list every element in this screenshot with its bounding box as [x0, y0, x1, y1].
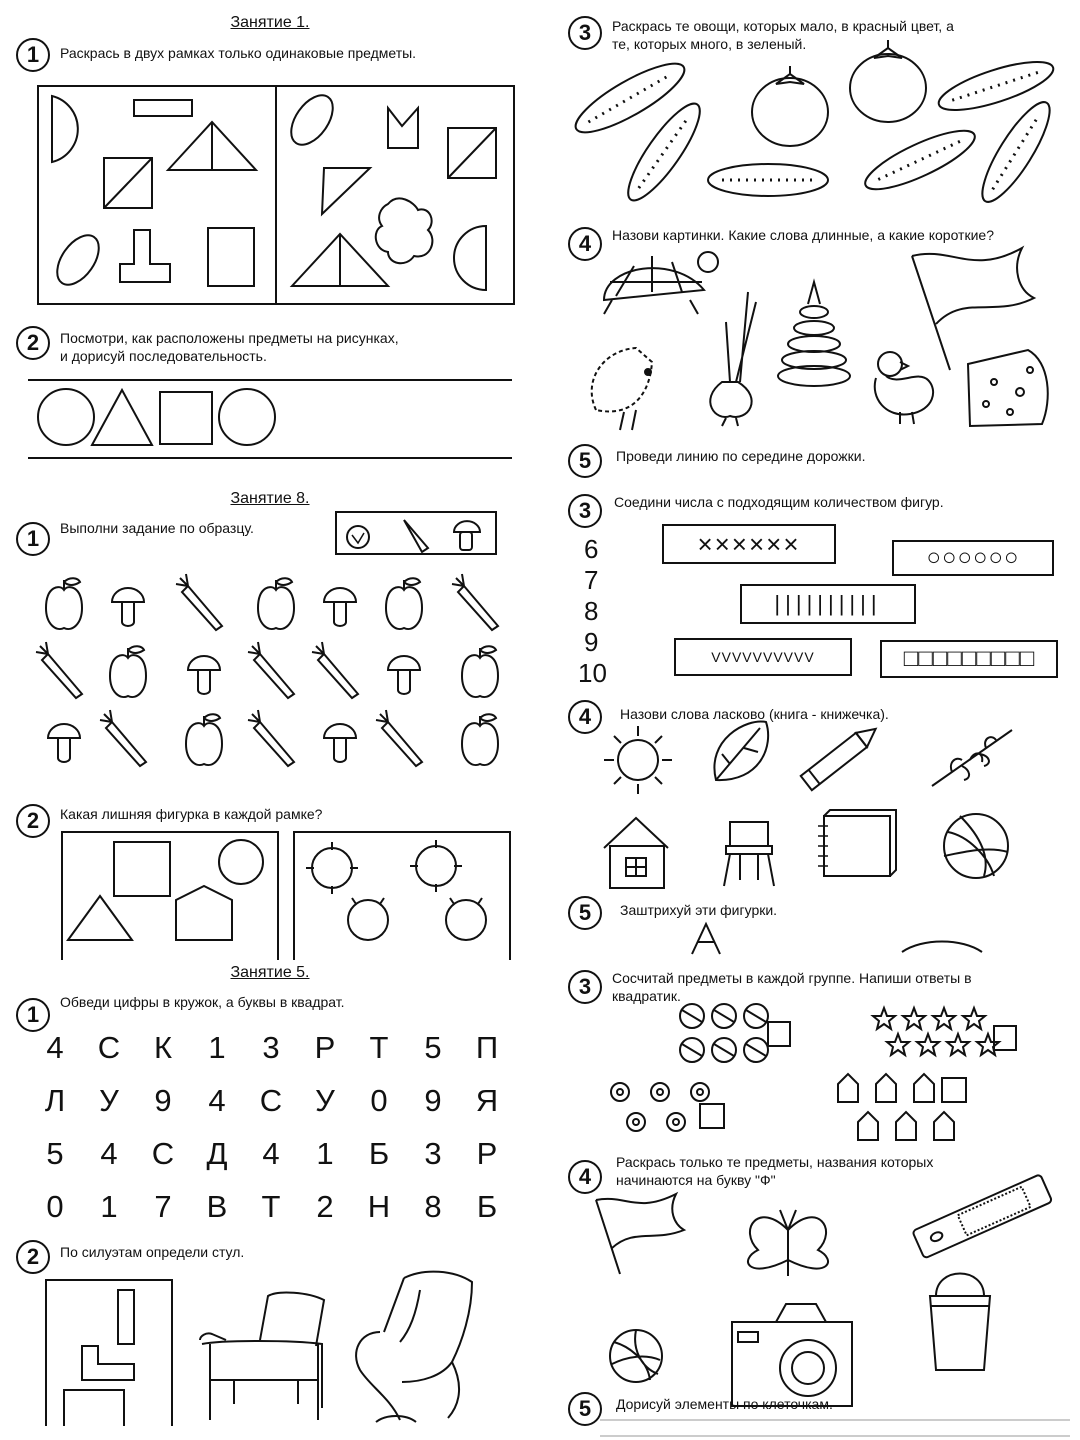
- grid-character[interactable]: 1: [208, 1030, 226, 1065]
- circles-box[interactable]: ○○○○○○: [892, 540, 1054, 576]
- chair-silhouette-icon: [46, 1280, 172, 1426]
- armchair-icon: [200, 1293, 324, 1420]
- task-number-5: 5: [568, 1392, 602, 1426]
- number-8[interactable]: 8: [584, 596, 599, 626]
- task-number-4: 4: [568, 227, 602, 261]
- task-number-3: 3: [568, 494, 602, 528]
- task-3-text-line1: Сосчитай предметы в каждой группе. Напиши ответы в: [612, 970, 972, 986]
- number-6[interactable]: 6: [584, 534, 599, 564]
- task-number-1: 1: [16, 522, 50, 556]
- task-number-3: 3: [568, 16, 602, 50]
- squares-box[interactable]: □□□□□□□□□: [880, 640, 1058, 678]
- task-3-text-line2: те, которых много, в зеленый.: [612, 36, 807, 52]
- grid-character[interactable]: 4: [262, 1136, 280, 1171]
- grid-character[interactable]: У: [99, 1083, 119, 1118]
- grid-character[interactable]: 0: [46, 1189, 64, 1224]
- grid-character[interactable]: 1: [316, 1136, 334, 1171]
- grid-character[interactable]: 9: [154, 1083, 172, 1118]
- number-10[interactable]: 10: [578, 658, 607, 688]
- grid-character[interactable]: 8: [424, 1189, 442, 1224]
- task-1-text: Раскрась в двух рамках только одинаковые предметы.: [60, 45, 417, 61]
- task-number-3: 3: [568, 970, 602, 1004]
- grid-character[interactable]: 1: [100, 1189, 118, 1224]
- grid-character[interactable]: Б: [476, 1189, 498, 1224]
- number-9[interactable]: 9: [584, 627, 599, 657]
- task-3-text: Соедини числа с подходящим количеством фигур.: [614, 494, 944, 510]
- grid-character[interactable]: Т: [261, 1189, 281, 1224]
- grid-character[interactable]: П: [475, 1030, 499, 1065]
- onion-icon: [710, 292, 756, 426]
- task-5-text: Дорисуй элементы по клеточкам.: [616, 1396, 833, 1412]
- dot-grid[interactable]: [540, 960, 1080, 1440]
- lesson-title: Занятие 5.: [230, 964, 310, 981]
- grid-character[interactable]: 4: [100, 1136, 118, 1171]
- grid-character[interactable]: У: [315, 1083, 335, 1118]
- task-number-4: 4: [568, 700, 602, 734]
- grid-character[interactable]: С: [97, 1030, 121, 1065]
- task-2-text: Какая лишняя фигурка в каждой рамке?: [60, 806, 323, 822]
- task-3-text-line1: Раскрась те овощи, которых мало, в красный цвет, а: [612, 18, 954, 34]
- panel-lesson-1: [0, 0, 540, 480]
- flag-icon: [912, 248, 1034, 370]
- grid-character[interactable]: 5: [424, 1030, 442, 1065]
- panel-lesson-8: [0, 480, 540, 960]
- panel-lesson-5: [0, 960, 540, 1440]
- task-1-text: Обведи цифры в кружок, а буквы в квадрат.: [60, 994, 345, 1010]
- task-number-4: 4: [568, 1160, 602, 1194]
- sticks-box[interactable]: ||||||||||: [740, 584, 916, 624]
- task-1-text: Выполни задание по образцу.: [60, 520, 254, 536]
- grid-character[interactable]: Н: [367, 1189, 391, 1224]
- task-2-text-line2: и дорисуй последовательность.: [60, 348, 267, 364]
- lesson-title: Занятие 8.: [230, 490, 310, 507]
- grid-character[interactable]: 3: [424, 1136, 442, 1171]
- grid-character[interactable]: Я: [475, 1083, 499, 1118]
- chicken-icon: [875, 352, 933, 424]
- sequence-shapes[interactable]: [0, 0, 540, 480]
- task-4-text-line2: начинаются на букву "Ф": [616, 1172, 776, 1188]
- grid-character[interactable]: Р: [476, 1136, 498, 1171]
- task-number-2: 2: [16, 326, 50, 360]
- grid-character[interactable]: 9: [424, 1083, 442, 1118]
- panel-vegetables-pictures: [540, 0, 1080, 480]
- crossed-circle-icon: [446, 898, 486, 940]
- grid-character[interactable]: 4: [208, 1083, 226, 1118]
- task-4-text: Назови слова ласково (книга - книжечка).: [620, 706, 889, 722]
- grid-character[interactable]: Р: [314, 1030, 336, 1065]
- task-5-text: Заштрихуй эти фигурки.: [620, 902, 778, 918]
- grid-character[interactable]: Л: [44, 1083, 66, 1118]
- grid-character[interactable]: С: [151, 1136, 175, 1171]
- number-7[interactable]: 7: [584, 565, 599, 595]
- turtle-icon: [604, 252, 718, 314]
- task-number-2: 2: [16, 1240, 50, 1274]
- crosses-box[interactable]: ××××××: [662, 524, 836, 564]
- grid-character[interactable]: Б: [368, 1136, 390, 1171]
- grid-character[interactable]: С: [259, 1083, 283, 1118]
- chair-silhouettes[interactable]: [0, 960, 540, 1440]
- shapes-to-hatch[interactable]: [540, 480, 1080, 960]
- checkmarks-box[interactable]: VVVVVVVVVV: [674, 638, 852, 676]
- task-3-text-line2: квадратик.: [612, 988, 681, 1004]
- task-number-1: 1: [16, 998, 50, 1032]
- grid-character[interactable]: Д: [206, 1136, 228, 1171]
- task-number-2: 2: [16, 804, 50, 838]
- grid-character[interactable]: В: [206, 1189, 228, 1224]
- task-5-text: Проведи линию по середине дорожки.: [616, 448, 866, 464]
- cheese-icon: [968, 350, 1048, 426]
- odd-shape-frames[interactable]: [0, 480, 540, 960]
- crossed-circle-icon: [348, 898, 388, 940]
- lesson-title: Занятие 1.: [230, 14, 310, 31]
- grid-character[interactable]: 2: [316, 1189, 334, 1224]
- task-2-text-line1: Посмотри, как расположены предметы на рисунках,: [60, 330, 399, 346]
- task-4-text-line1: Раскрась только те предметы, названия которых: [616, 1154, 934, 1170]
- crossed-circle-icon: [306, 842, 358, 894]
- panel-count-shapes: [540, 480, 1080, 960]
- crossed-circle-icon: [410, 840, 462, 892]
- grid-character[interactable]: Т: [369, 1030, 389, 1065]
- grid-character[interactable]: 3: [262, 1030, 280, 1065]
- pyramid-toy-icon: [778, 282, 850, 386]
- grid-character[interactable]: 0: [370, 1083, 388, 1118]
- task-4-text: Назови картинки. Какие слова длинные, а какие короткие?: [612, 227, 994, 243]
- tube-chair-icon: [356, 1272, 472, 1422]
- name-pictures[interactable]: [540, 0, 1080, 480]
- grid-character[interactable]: 7: [154, 1189, 172, 1224]
- task-number-5: 5: [568, 444, 602, 478]
- panel-count-and-color: [540, 960, 1080, 1440]
- task-number-5: 5: [568, 896, 602, 930]
- hedgehog-icon: [592, 348, 652, 430]
- grid-character[interactable]: 4: [46, 1030, 64, 1065]
- task-number-1: 1: [16, 38, 50, 72]
- grid-character[interactable]: 5: [46, 1136, 64, 1171]
- grid-character[interactable]: К: [153, 1030, 173, 1065]
- task-2-text: По силуэтам определи стул.: [60, 1244, 245, 1260]
